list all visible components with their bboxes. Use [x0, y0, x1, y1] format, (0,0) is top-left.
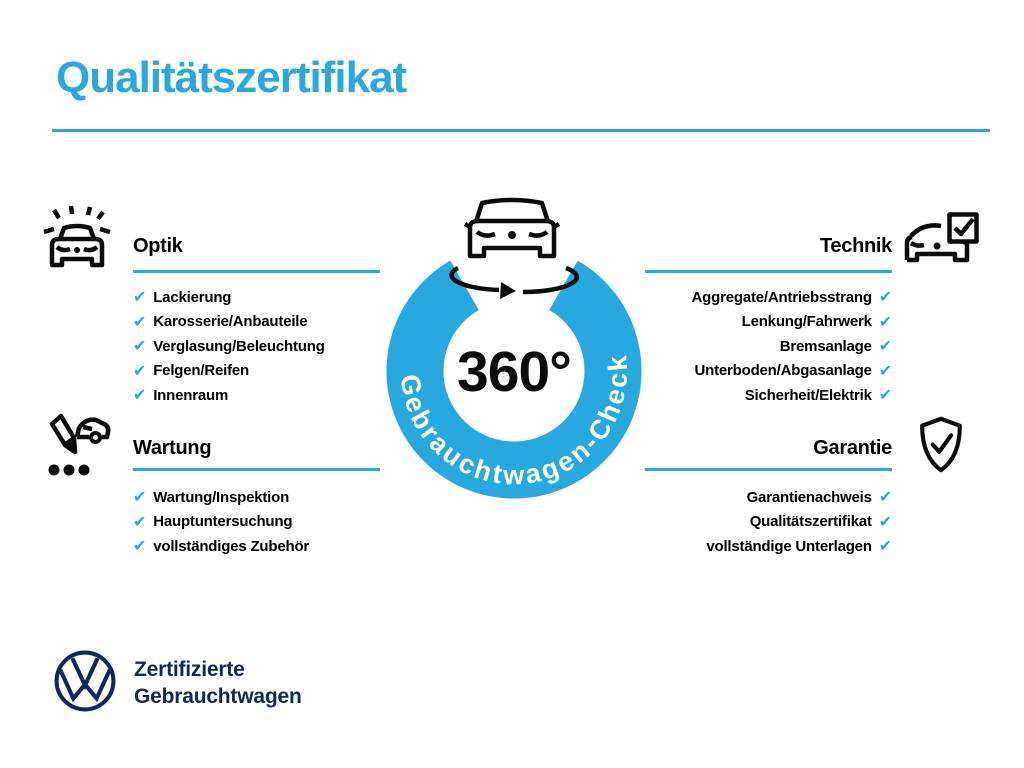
- checklist-item: [133, 485, 380, 510]
- check-icon: ✔: [878, 311, 892, 331]
- section-rule-technik: [645, 270, 892, 273]
- checklist-item-label: Innenraum: [153, 386, 229, 404]
- checklist-item: [133, 383, 380, 408]
- checklist-item-label: Sicherheit/Elektrik: [744, 386, 872, 404]
- header-divider: [52, 129, 990, 132]
- checklist-item: [645, 534, 892, 559]
- sparkling-car-icon: [43, 205, 111, 277]
- checklist-item: [645, 485, 892, 510]
- check-icon: ✔: [133, 385, 147, 405]
- checklist-item-label: Lackierung: [153, 288, 232, 306]
- check-icon: ✔: [878, 360, 892, 380]
- check-icon: ✔: [878, 336, 892, 356]
- check-icon: ✔: [133, 311, 147, 331]
- check-icon: ✔: [133, 336, 147, 356]
- badge-ring-label: Gebrauchtwagen-Check: [394, 351, 634, 491]
- checklist-item-label: Karosserie/Anbauteile: [153, 313, 308, 331]
- footer-claim: [134, 657, 302, 710]
- checklist-item-label: Lenkung/Fahrwerk: [741, 313, 872, 331]
- badge-value: 360°: [457, 340, 571, 404]
- checklist-item: [645, 510, 892, 535]
- check-icon: ✔: [133, 360, 147, 380]
- checklist-technik: [645, 285, 892, 408]
- car-checklist-icon: [903, 212, 979, 276]
- rotation-arrowhead: [500, 282, 516, 299]
- checklist-item-label: Hauptuntersuchung: [153, 513, 293, 531]
- footer-claim-line2: Gebrauchtwagen: [134, 684, 302, 708]
- checklist-item-label: Unterboden/Abgasanlage: [694, 362, 872, 380]
- section-title-technik: Technik: [820, 235, 892, 257]
- check-icon: ✔: [133, 511, 147, 531]
- checklist-item: [645, 334, 892, 359]
- check-icon: ✔: [878, 536, 892, 556]
- checklist-item: [645, 285, 892, 310]
- page-title: Qualitätszertifikat: [56, 53, 407, 102]
- checklist-item: [133, 285, 380, 310]
- checklist-item-label: vollständiges Zubehör: [153, 537, 310, 555]
- checklist-item: [133, 534, 380, 559]
- footer-claim-line1: Zertifizierte: [134, 658, 245, 681]
- car-rotation-icon: [452, 200, 577, 292]
- section-rule-garantie: [645, 468, 892, 471]
- check-icon: ✔: [133, 287, 147, 307]
- check-icon: ✔: [878, 385, 892, 405]
- checklist-item-label: Garantienachweis: [746, 488, 872, 506]
- center-badge-360: [355, 190, 675, 515]
- checklist-item: [133, 310, 380, 335]
- checklist-item: [645, 310, 892, 335]
- checklist-item-label: Wartung/Inspektion: [153, 488, 290, 506]
- section-title-optik: Optik: [133, 235, 183, 257]
- checklist-optik: [133, 285, 380, 408]
- checklist-item: [133, 359, 380, 384]
- service-record-icon: [46, 412, 112, 478]
- checklist-item-label: Aggregate/Antriebsstrang: [691, 288, 872, 306]
- checklist-item: [133, 334, 380, 359]
- checklist-item-label: Bremsanlage: [779, 337, 872, 355]
- checklist-item-label: Qualitätszertifikat: [749, 513, 872, 531]
- checklist-garantie: [645, 485, 892, 559]
- check-icon: ✔: [878, 487, 892, 507]
- checklist-item: [133, 510, 380, 535]
- checklist-item-label: vollständige Unterlagen: [706, 537, 872, 555]
- shield-check-icon: [918, 416, 964, 473]
- check-icon: ✔: [878, 287, 892, 307]
- check-icon: ✔: [133, 536, 147, 556]
- checklist-item: [645, 383, 892, 408]
- section-title-garantie: Garantie: [813, 437, 892, 459]
- check-icon: ✔: [133, 487, 147, 507]
- vw-logo: [53, 649, 117, 713]
- section-title-wartung: Wartung: [133, 437, 212, 459]
- check-icon: ✔: [878, 511, 892, 531]
- section-rule-wartung: [133, 468, 380, 471]
- checklist-wartung: [133, 485, 380, 559]
- checklist-item-label: Verglasung/Beleuchtung: [153, 337, 325, 355]
- section-rule-optik: [133, 270, 380, 273]
- checklist-item: [645, 359, 892, 384]
- checklist-item-label: Felgen/Reifen: [153, 362, 249, 380]
